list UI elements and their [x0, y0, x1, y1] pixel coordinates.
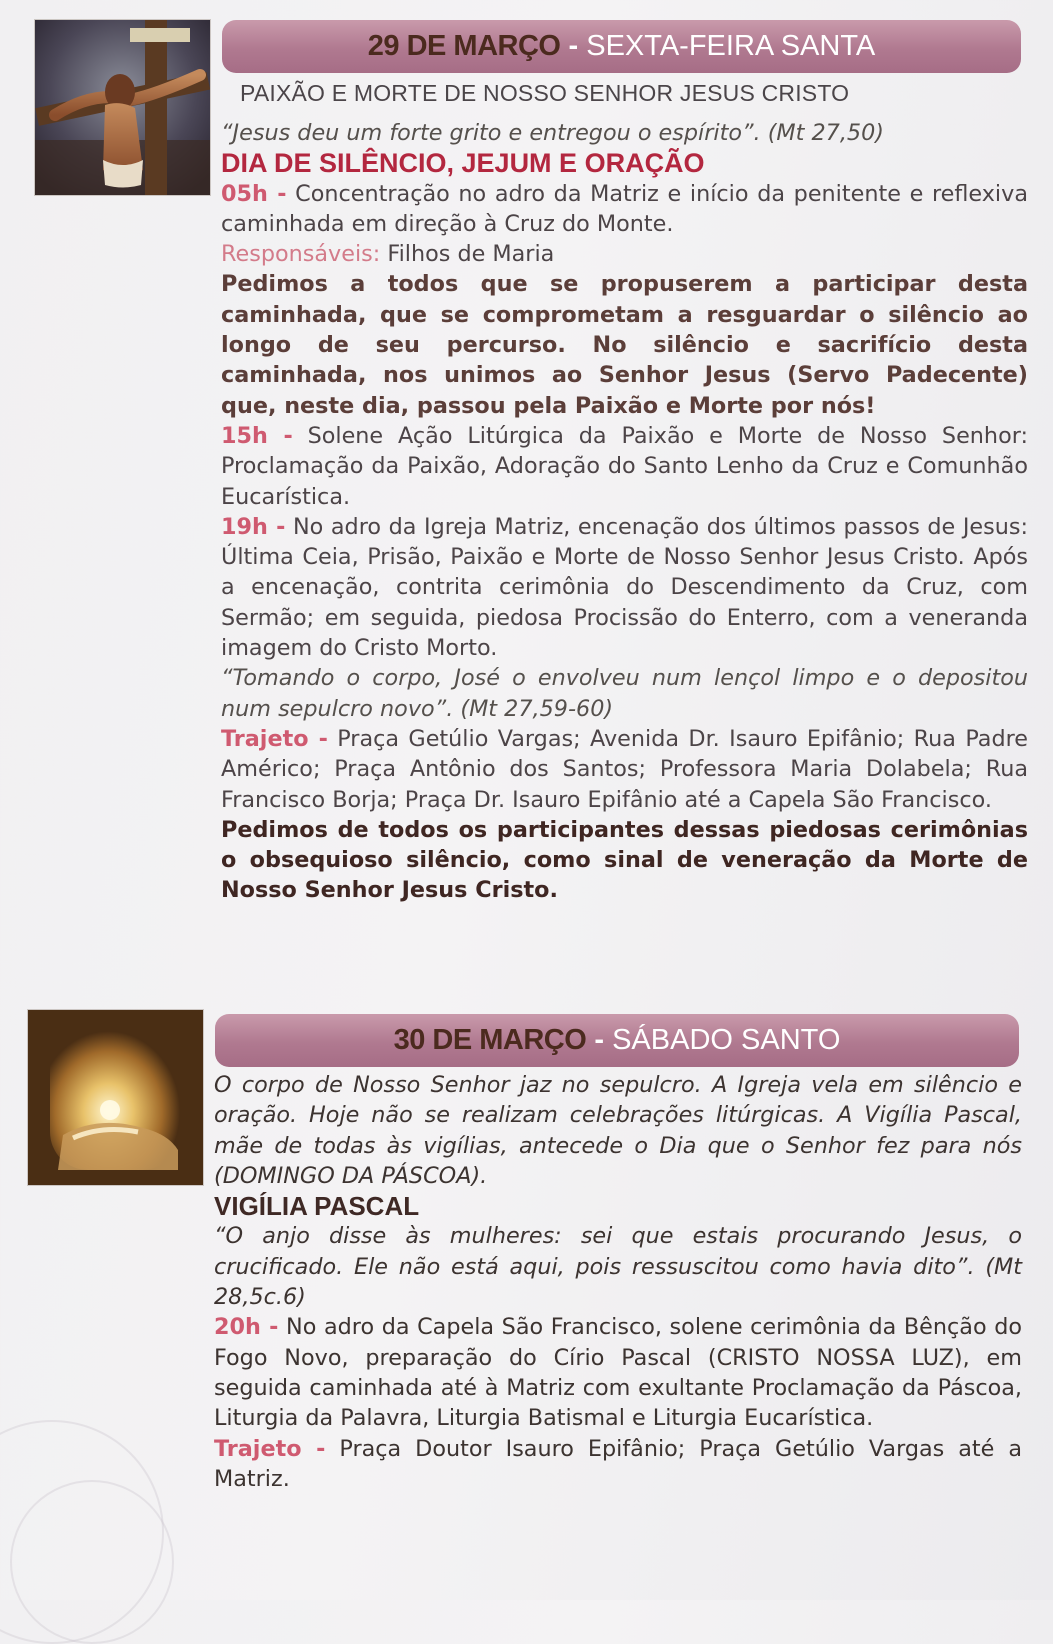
- friday-request-1: Pedimos a todos que se propuserem a participar desta caminhada, que se comprometam a resguardar o silêncio ao longo de seu percurso. No silêncio e sacrifício desta caminhada, nos unimos ao Senhor Jesus (Servo Padecente) que, neste dia, passou pela Paixão e Morte por nós!: [221, 271, 1028, 419]
- saturday-intro: O corpo de Nosso Senhor jaz no sepulcro. A Igreja vela em silêncio e oração. Hoje não se realizam celebrações litúrgicas. A Vigília Pascal, mãe de todas às vigílias, antecede o Dia que o Senhor fez para nós (DOMINGO DA PÁSCOA).: [214, 1072, 1022, 1189]
- responsibles-label: Responsáveis:: [221, 241, 381, 268]
- route-label: Trajeto -: [214, 1435, 326, 1462]
- friday-quote-1: “Jesus deu um forte grito e entregou o espírito”. (Mt 27,50): [221, 120, 884, 146]
- friday-item-15h: [221, 421, 1028, 512]
- saturday-heading: VIGÍLIA PASCAL: [214, 1191, 420, 1222]
- saturday-date-banner: [215, 1014, 1019, 1067]
- friday-date: 29 DE MARÇO: [367, 30, 561, 62]
- friday-route: [221, 724, 1028, 815]
- banner-separator: -: [560, 30, 587, 62]
- item-text: Solene Ação Litúrgica da Paixão e Morte de Nosso Senhor: Proclamação da Paixão, Adoração do Santo Lenho da Cruz e Comunhão Eucarística.: [221, 422, 1028, 510]
- friday-subtitle: PAIXÃO E MORTE DE NOSSO SENHOR JESUS CRISTO: [240, 80, 850, 106]
- saturday-body: [214, 1070, 1022, 1494]
- friday-subtitle-block: [240, 78, 1030, 108]
- time-label: 20h -: [214, 1314, 279, 1341]
- empty-tomb-image: [28, 1010, 203, 1185]
- friday-date-banner: [222, 20, 1021, 73]
- background-swirl: [10, 1480, 174, 1644]
- friday-responsibles: [221, 239, 1028, 269]
- time-label: 15h -: [221, 422, 293, 449]
- friday-body: [221, 118, 1028, 906]
- friday-item-05h: [221, 179, 1028, 240]
- crucifixion-image: [35, 20, 210, 195]
- item-text: No adro da Igreja Matriz, encenação dos últimos passos de Jesus: Última Ceia, Prisão, Paixão e Morte de Nosso Senhor Jesus Cristo. Após a encenação, contrita cerimônia do Descendimento da Cruz, com Sermão; em seguida, piedosa Procissão do Enterro, com a veneranda imagem do Cristo Morto.: [221, 513, 1029, 662]
- saturday-quote: “O anjo disse às mulheres: sei que estais procurando Jesus, o crucificado. Ele não está aqui, pois ressuscitou como havia dito”. (Mt 28,5c.6): [214, 1223, 1022, 1311]
- friday-item-19h: [221, 512, 1028, 663]
- time-label: 05h -: [221, 180, 287, 207]
- friday-day-name: SEXTA-FEIRA SANTA: [586, 30, 876, 62]
- banner-separator: -: [586, 1024, 613, 1056]
- responsibles-text: Filhos de Maria: [380, 241, 555, 268]
- saturday-day-name: SÁBADO SANTO: [612, 1024, 841, 1056]
- friday-request-2: Pedimos de todos os participantes dessas piedosas cerimônias o obsequioso silêncio, como sinal de veneração da Morte de Nosso Senhor Jesus Cristo.: [221, 816, 1028, 904]
- friday-heading: DIA DE SILÊNCIO, JEJUM E ORAÇÃO: [221, 148, 705, 179]
- item-text: No adro da Capela São Francisco, solene cerimônia da Bênção do Fogo Novo, preparação do Círio Pascal (CRISTO NOSSA LUZ), em seguida caminhada até à Matriz com exultante Proclamação da Páscoa, Liturgia da Palavra, Liturgia Batismal e Liturgia Eucarística.: [214, 1314, 1022, 1432]
- route-label: Trajeto -: [221, 725, 328, 752]
- item-text: Concentração no adro da Matriz e início da penitente e reflexiva caminhada em direção à Cruz do Monte.: [221, 180, 1028, 237]
- route-text: Praça Doutor Isauro Epifânio; Praça Getúlio Vargas até a Matriz.: [214, 1435, 1022, 1492]
- saturday-item-20h: [214, 1312, 1022, 1433]
- time-label: 19h -: [221, 513, 286, 540]
- route-text: Praça Getúlio Vargas; Avenida Dr. Isauro Epifânio; Rua Padre Américo; Praça Antônio dos Santos; Professora Maria Dolabela; Rua Francisco Borja; Praça Dr. Isauro Epifânio até a Capela São Francisco.: [221, 725, 1028, 813]
- saturday-route: [214, 1434, 1022, 1495]
- saturday-date: 30 DE MARÇO: [393, 1024, 587, 1056]
- friday-quote-2: “Tomando o corpo, José o envolveu num lençol limpo e o depositou num sepulcro novo”. (Mt 27,59-60): [221, 665, 1028, 722]
